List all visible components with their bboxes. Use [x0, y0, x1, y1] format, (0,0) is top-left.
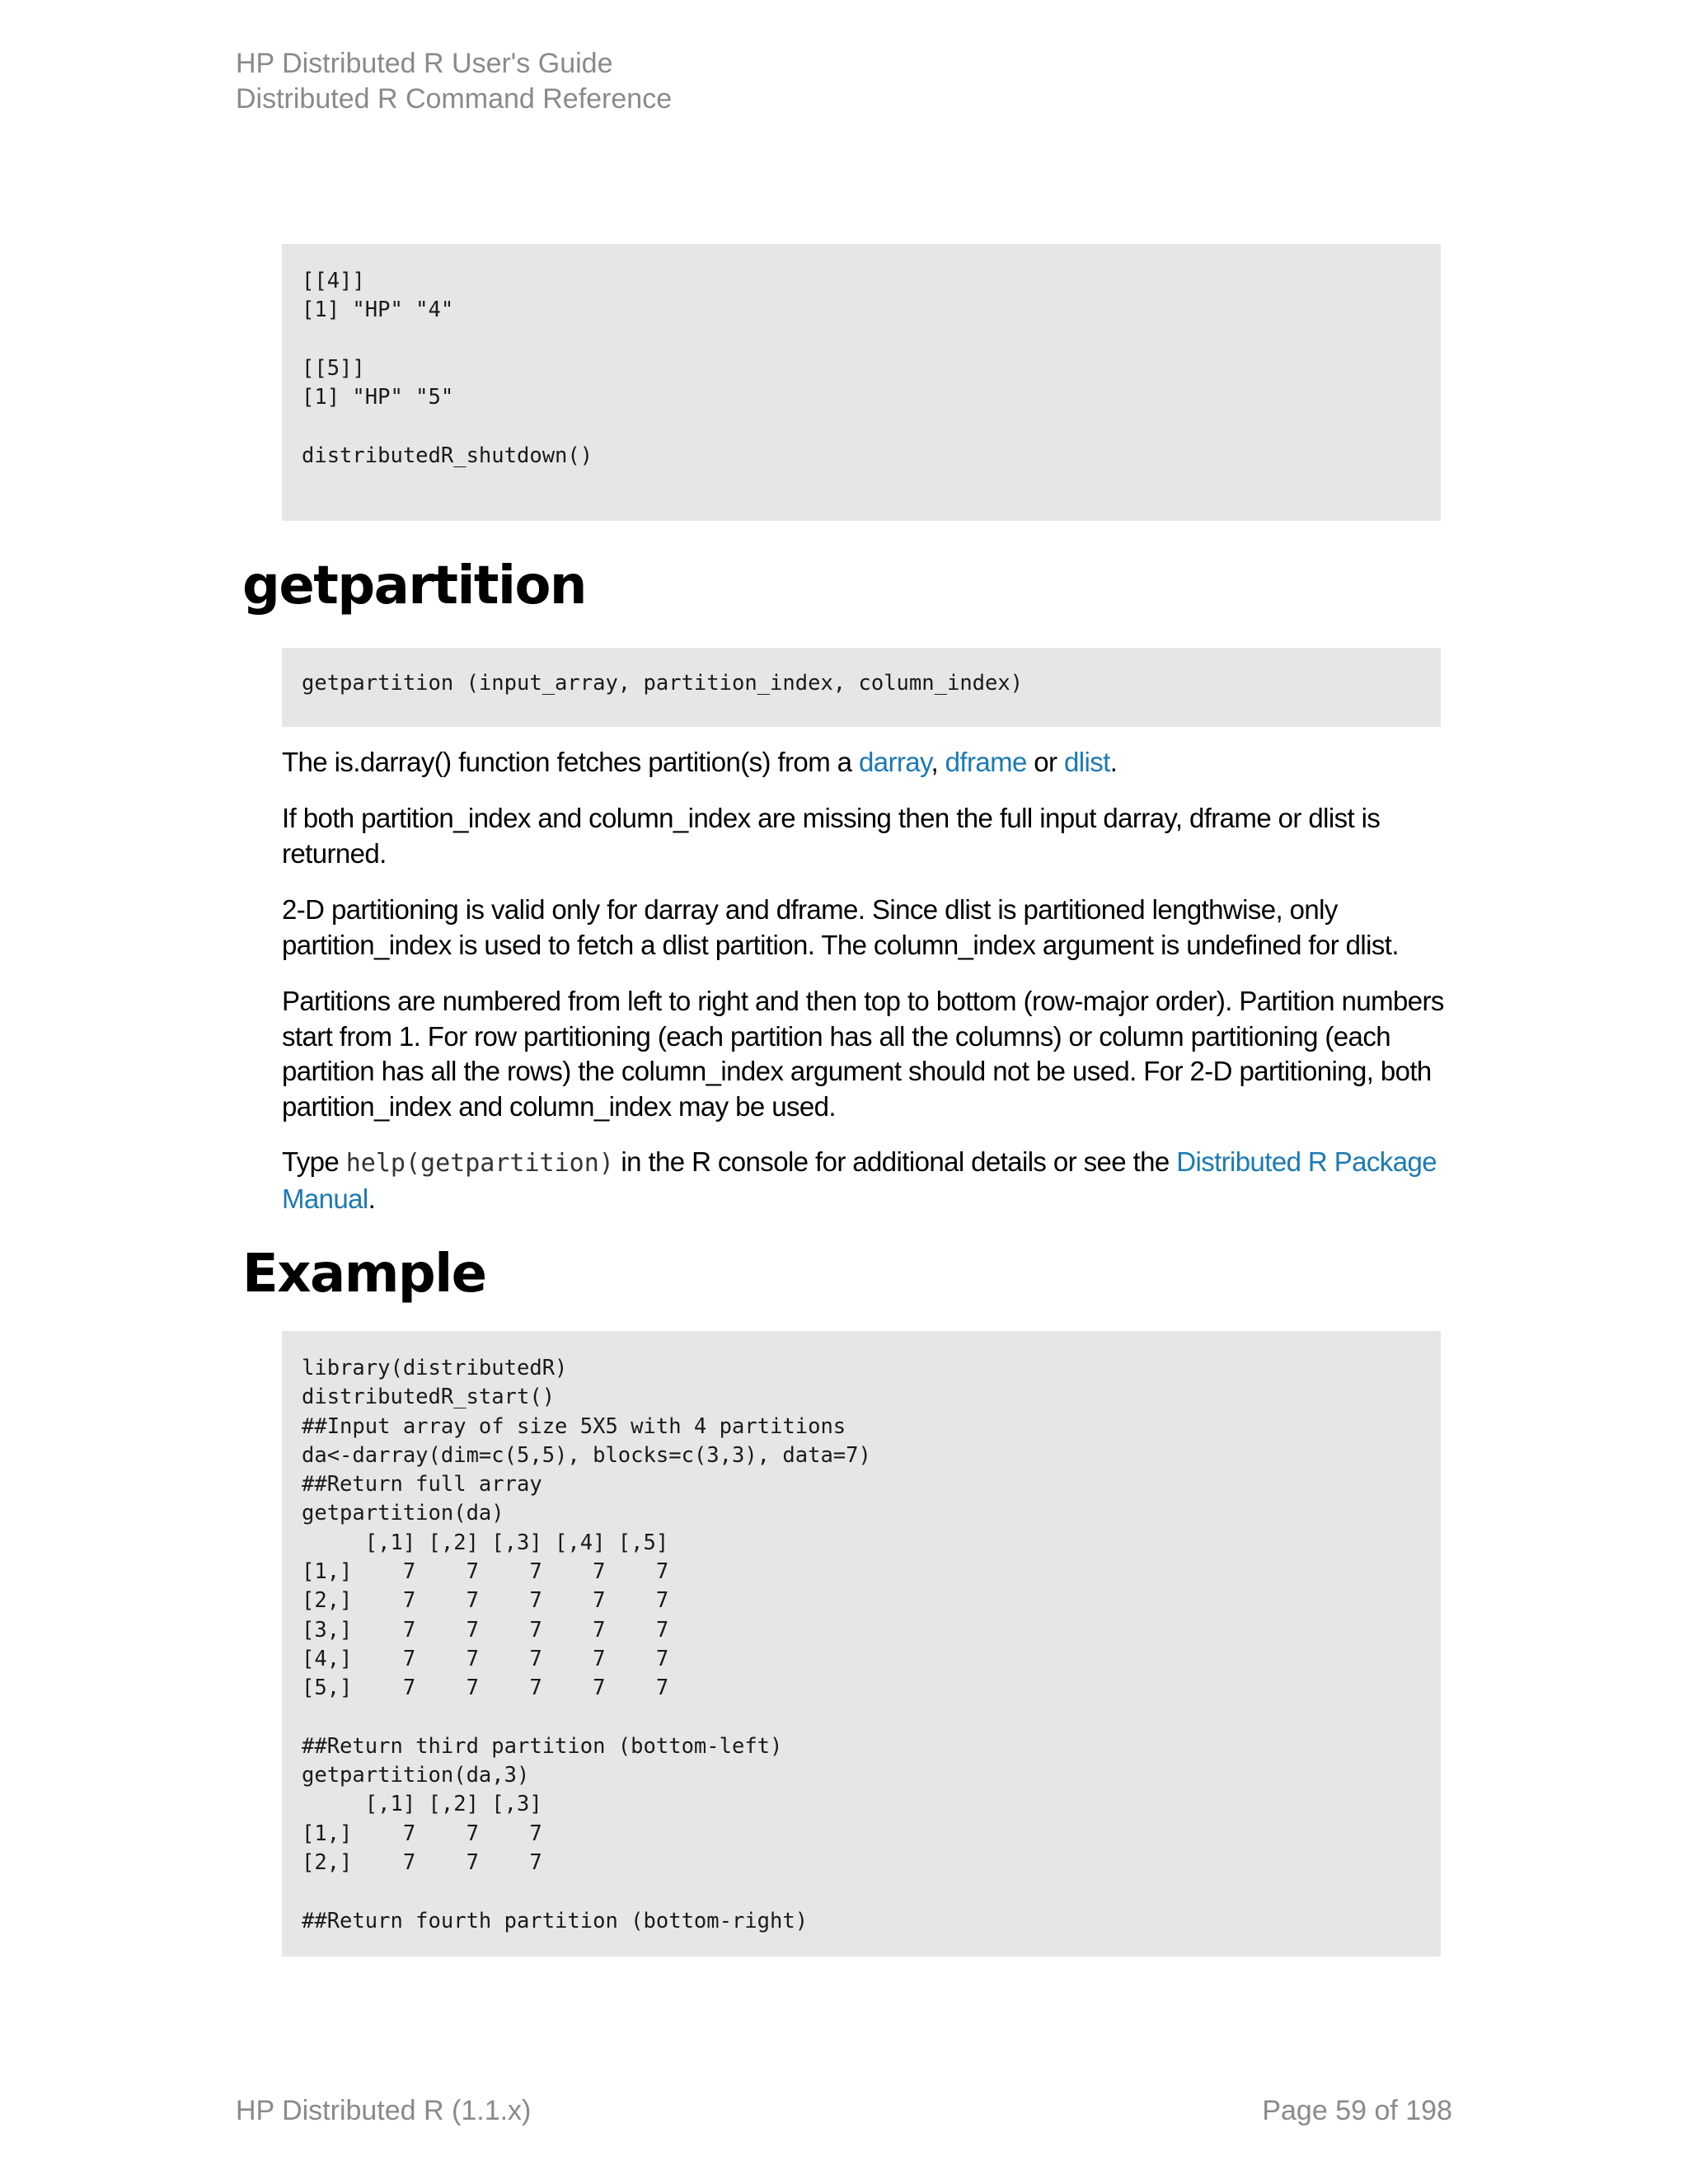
comma: , [931, 747, 945, 777]
period: . [368, 1183, 376, 1214]
example-title: Example [242, 1244, 486, 1305]
header-chapter-title: Distributed R Command Reference [236, 83, 673, 115]
period: . [1109, 747, 1118, 777]
running-header [236, 46, 672, 117]
paragraph-text: If both partition_index and column_index are missing then the full input darray, dframe or dlist is returned. [282, 803, 1381, 869]
link-dframe[interactable]: dframe [945, 747, 1027, 777]
paragraph-partition-numbering [282, 984, 1452, 1124]
paragraph-text: The is.darray() function fetches partition(s) from a [282, 747, 859, 777]
paragraph-text: in the R console for additional details or see the [613, 1146, 1177, 1177]
code-previous-example: [[4]] [1] "HP" "4" [[5]] [1] "HP" "5" distributedR_shutdown() [302, 269, 593, 468]
footer-product: HP Distributed R (1.1.x) [236, 2095, 532, 2126]
paragraph-text: Partitions are numbered from left to right and then top to bottom (row-major order). Partition numbers start from 1. For row partitioning (each partition has all the columns) or column partitioning (each partition has all the rows) the column_index argument should not be used. For 2-D partitioning, both partition_index and column_index may be used. [282, 986, 1444, 1122]
link-dlist[interactable]: dlist [1064, 747, 1110, 777]
link-package-manual[interactable]: Distributed R Package Manual [282, 1146, 1437, 1214]
paragraph-text: Type [282, 1146, 346, 1177]
footer-page-number: Page 59 of 198 [1262, 2095, 1452, 2126]
header-guide-title: HP Distributed R User's Guide [236, 48, 613, 79]
paragraph-text: 2-D partitioning is valid only for darray and dframe. Since dlist is partitioned lengthwise, only partition_index is used to fetch a dlist partition. The column_index argument is undefined for dlist. [282, 894, 1399, 960]
inline-code-help: help(getpartition) [345, 1149, 614, 1178]
code-block-previous-example [282, 244, 1441, 521]
paragraph-missing-indices [282, 801, 1452, 871]
conjunction: or [1026, 747, 1065, 777]
paragraph-help [282, 1145, 1452, 1216]
function-signature: getpartition (input_array, partition_index, column_index) [302, 671, 1024, 696]
code-block-signature [282, 648, 1441, 727]
section-title: getpartition [242, 555, 586, 616]
code-example: library(distributedR) distributedR_start() ##Input array of size 5X5 with 4 partitions da<-darray(dim=c(5,5), blocks=c(3,3), data=7) ##Return full array getpartition(da) [,1] [,2] [,3] [,4] [,5] [1,] 7 7 7 7 7 [2,] 7 7 7 7 7 [3,] 7 7 7 7 7 [4,] 7 7 7 7 7 [5,] 7 7 7 7 7 ##Return third partition (bottom-left) getpartition(da,3) [,1] [,2] [,3] [1,] 7 7 7 [2,] 7 7 7 ##Return fourth partition (bottom-right) [302, 1356, 871, 1933]
paragraph-description [282, 745, 1452, 780]
link-darray[interactable]: darray [858, 747, 931, 777]
paragraph-2d-partitioning [282, 893, 1452, 963]
code-block-example [282, 1331, 1441, 1957]
